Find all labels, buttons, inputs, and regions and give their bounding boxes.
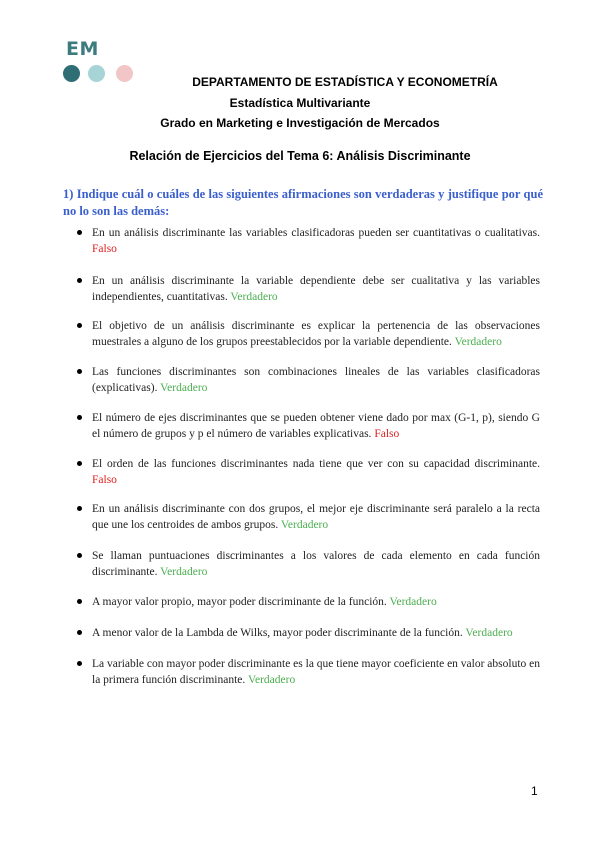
answer-label: Falso xyxy=(92,243,117,255)
list-item xyxy=(92,225,540,257)
statement-text: El orden de las funciones discriminantes nada tiene que ver con su capacidad discriminante. xyxy=(92,458,540,470)
bullet-icon xyxy=(77,369,82,374)
degree-heading: Grado en Marketing e Investigación de Mercados xyxy=(160,116,440,130)
list-item xyxy=(92,594,540,610)
list-item xyxy=(92,625,540,641)
answer-label: Verdadero xyxy=(280,519,329,531)
statement-text: En un análisis discriminante la variable dependiente debe ser cualitativa y las variables independientes, cuantitativas. xyxy=(92,275,540,303)
statement-text: A menor valor de la Lambda de Wilks, mayor poder discriminante de la función. xyxy=(92,627,463,639)
answer-label: Verdadero xyxy=(465,627,513,639)
bullet-icon xyxy=(77,553,82,558)
statement-text: A mayor valor propio, mayor poder discriminante de la función. xyxy=(92,596,387,608)
bullet-icon xyxy=(77,323,82,328)
answer-label: Verdadero xyxy=(160,382,208,394)
answer-label: Verdadero xyxy=(389,596,437,608)
exercise-title: Relación de Ejercicios del Tema 6: Análisis Discriminante xyxy=(129,149,471,163)
list-item xyxy=(92,410,540,442)
list-item xyxy=(92,456,540,488)
bullet-icon xyxy=(77,230,82,235)
answer-label: Verdadero xyxy=(160,566,208,578)
list-item xyxy=(92,273,540,305)
statement-text: Las funciones discriminantes son combinaciones lineales de las variables clasificadoras (explicativas). xyxy=(92,366,540,394)
bullet-icon xyxy=(77,599,82,604)
statement-text: En un análisis discriminante con dos grupos, el mejor eje discriminante será paralelo a la recta que une los centroides de ambos grupos. xyxy=(92,503,540,531)
answer-label: Verdadero xyxy=(247,674,296,686)
statement-text: El número de ejes discriminantes que se pueden obtener viene dado por max (G-1, p), siendo G el número de grupos y p el número de variables explicativas. xyxy=(92,412,540,440)
answer-label: Verdadero xyxy=(454,336,502,348)
bullet-icon xyxy=(77,661,82,666)
logo-em: EM xyxy=(66,38,99,60)
list-item xyxy=(92,364,540,396)
list-item xyxy=(92,501,540,533)
bullet-icon xyxy=(77,630,82,635)
statement-text: En un análisis discriminante las variables clasificadoras pueden ser cuantitativas o cualitativas. xyxy=(92,227,540,239)
bullet-icon xyxy=(77,278,82,283)
answer-label: Falso xyxy=(92,474,117,486)
list-item xyxy=(92,548,540,580)
answer-label: Verdadero xyxy=(230,291,278,303)
statement-text: La variable con mayor poder discriminante es la que tiene mayor coeficiente en valor absoluto en la primera función discriminante. xyxy=(92,658,541,686)
course-heading: Estadística Multivariante xyxy=(229,96,371,110)
list-item xyxy=(92,656,540,688)
bullet-icon xyxy=(77,506,82,511)
page-number: 1 xyxy=(531,784,538,798)
bullet-icon xyxy=(77,415,82,420)
question-1: 1) Indique cuál o cuáles de las siguientes afirmaciones son verdaderas y justifique por qué no lo son las demás: xyxy=(63,187,543,218)
bullet-icon xyxy=(77,461,82,466)
statement-text: Se llaman puntuaciones discriminantes a los valores de cada elemento en cada función discriminante. xyxy=(92,550,540,578)
list-item xyxy=(92,318,540,350)
statement-text: El objetivo de un análisis discriminante es explicar la pertenencia de las observaciones muestrales a alguno de los grupos preestablecidos por la variable dependiente. xyxy=(92,320,540,348)
department-heading: DEPARTAMENTO DE ESTADÍSTICA Y ECONOMETRÍA xyxy=(192,75,498,89)
answer-label: Falso xyxy=(374,428,400,440)
